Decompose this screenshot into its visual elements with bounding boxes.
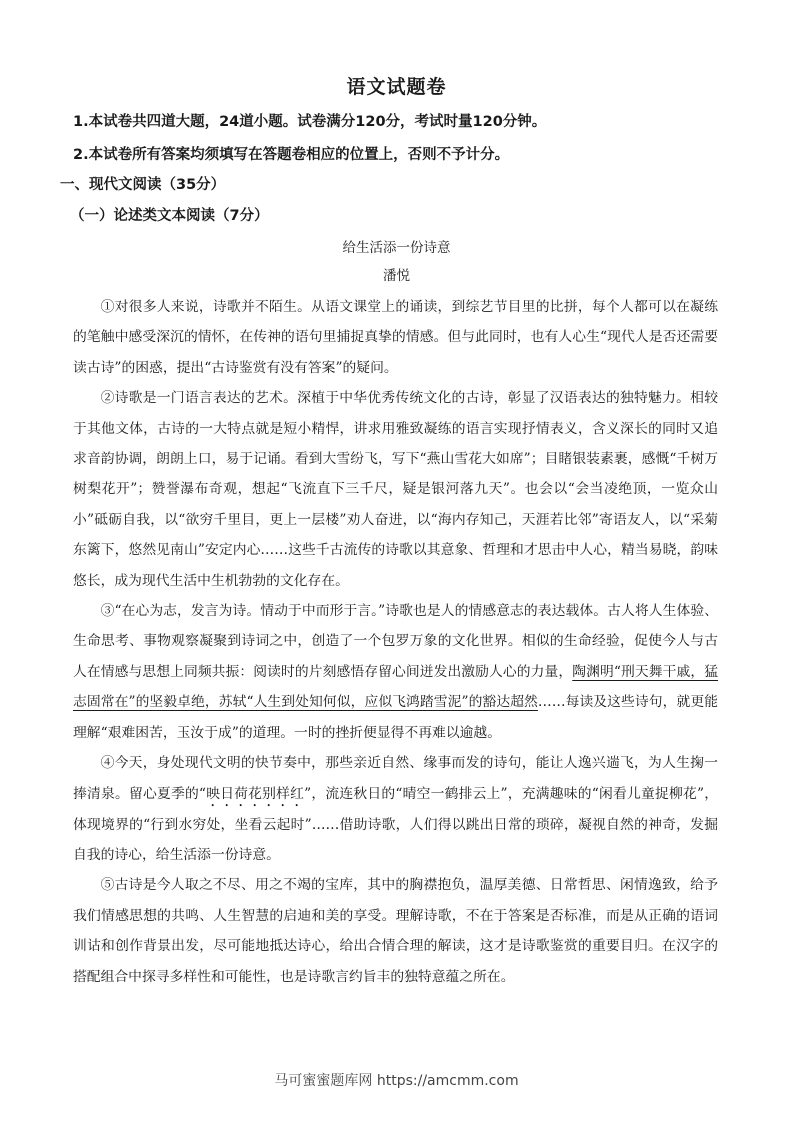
- subsection-heading: （一）论述类文本阅读（7分）: [70, 208, 269, 224]
- paragraph-4-text: ④今天，身处现代文明的快节奏中，那些亲近自然、缘事而发的诗句，能让人逸兴遄飞，为人生掬一捧清泉。留心夏季的“: [73, 755, 718, 802]
- paragraph-2: ②诗歌是一门语言表达的艺术。深植于中华优秀传统文化的古诗，彰显了汉语表达的独特魅力。相较于其他文体，古诗的一大特点就是短小精悍，讲求用雅致凝练的语言实现抒情表义，含义深长的同时又追求音韵协调，朗朗上口，易于记诵。看到大雪纷飞，写下“燕山雪花大如席”；目睹银装素裹，感慨“千树万树梨花开”；赞誉瀑布奇观，想起“飞流直下三千尺，疑是银河落九天”。也会以“会当凌绝顶，一览众山小”砥砺自我，以“欲穷千里目，更上一层楼”劝人奋进，以“海内存知己，天涯若比邻”寄语友人，以“采菊东篱下，悠然见南山”安定内心……这些千古流传的诗歌以其意象、哲理和才思击中人心，精当易晓，韵味悠长，成为现代生活中生机勃勃的文化存在。: [73, 390, 718, 589]
- exam-note-1: 1.本试卷共四道大题，24道小题。试卷满分120分，考试时量120分钟。: [73, 114, 547, 130]
- exam-note-2: 2.本试卷所有答案均须填写在答题卷相应的位置上，否则不予计分。: [73, 147, 510, 163]
- paragraph-5: ⑤古诗是今人取之不尽、用之不竭的宝库，其中的胸襟抱负，温厚美德、日常哲思、闲情逸致，给予我们情感思想的共鸣、人生智慧的启迪和美的享受。理解诗歌，不在于答案是否标准，而是从正确的语词训诂和创作背景出发，尽可能地抵达诗心，给出合情合理的解读，这才是诗歌鉴赏的重要目归。在汉字的搭配组合中探寻多样性和可能性，也是诗歌言约旨丰的独特意蕴之所在。: [73, 877, 718, 985]
- footer-watermark: 马可蜜蜜题库网 https://amcmm.com: [274, 1073, 519, 1089]
- paragraph-4: [73, 748, 718, 870]
- article-author: 潘悦: [383, 268, 410, 284]
- section-heading: 一、现代文阅读（35分）: [60, 177, 226, 193]
- article-title: 给生活添一份诗意: [342, 240, 451, 256]
- exam-title: 语文试题卷: [346, 76, 447, 98]
- underlined-passage: 陶渊明“刑天舞干戚，猛志固常在”的坚毅卓绝，苏轼“人生到处知何似，应似飞鸿踏雪泥”的豁达超然: [73, 663, 719, 711]
- paragraph-3: [73, 596, 718, 748]
- paragraph-3-tail: ……每读及这些诗句，就更能理解“艰难困苦，玉汝于成”的道理。一时的挫折便显得不再难以逾越。: [73, 694, 718, 741]
- dotted-phrase: 映日荷花别样红: [206, 785, 305, 802]
- article-body: [73, 292, 718, 992]
- paragraph-4-tail: ”，流连秋日的“晴空一鹤排云上”，充满趣味的“闲看儿童捉柳花”，体现境界的“行到水穷处，坐看云起时”……借助诗歌，人们得以跳出日常的琐碎，凝视自然的神奇，发掘自我的诗心，给生活添一份诗意。: [73, 785, 719, 863]
- paragraph-3-text: ③“在心为志，发言为诗。情动于中而形于言。”诗歌也是人的情感意志的表达载体。古人将人生体验、生命思考、事物观察凝聚到诗词之中，创造了一个包罗万象的文化世界。相似的生命经验，促使今人与古人在情感与思想上同频共振：阅读时的片刻感悟存留心间迸发出激励人心的力量，: [73, 603, 718, 680]
- paragraph-1: ①对很多人来说，诗歌并不陌生。从语文课堂上的诵读，到综艺节目里的比拼，每个人都可以在凝练的笔触中感受深沉的情怀，在传神的语句里捕捉真挚的情感。但与此同时，也有人心生“现代人是否还需要读古诗”的困惑，提出“古诗鉴赏有没有答案”的疑问。: [73, 299, 718, 376]
